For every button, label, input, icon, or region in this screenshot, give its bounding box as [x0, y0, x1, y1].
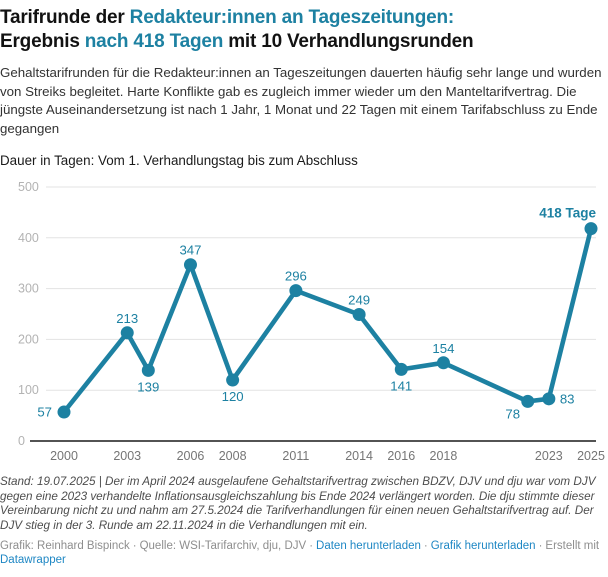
- x-tick-label: 2008: [218, 449, 247, 463]
- title-segment-highlight: nach 418 Tagen: [84, 31, 229, 52]
- data-point[interactable]: [353, 308, 366, 321]
- y-tick-label: 200: [18, 332, 39, 347]
- data-point[interactable]: [542, 392, 555, 405]
- title-segment: mit 10 Verhandlungsrunden: [228, 31, 474, 52]
- data-point[interactable]: [521, 395, 534, 408]
- axis-unit-note: Dauer in Tagen: Vom 1. Verhandlungstag bis zum Abschluss: [0, 153, 358, 168]
- data-point-label: 347: [179, 242, 202, 258]
- data-point[interactable]: [289, 284, 302, 297]
- data-point-label: 418 Tage: [539, 205, 596, 221]
- credit-separator: ·: [423, 540, 428, 552]
- chart-description: Gehaltstarifrunden für die Redakteur:innen an Tageszeitungen dauerten häufig sehr lange und wurden von Streiks begleitet. Harte Konflikte gab es zugleich immer wieder um den Manteltarifvertrag. Die jüngste Auseinandersetzung ist nach 1 Jahr, 1 Monat und 22 Tagen mit einem Tarifabschluss zu Ende gegangen: [0, 65, 602, 136]
- x-tick-label: 2018: [429, 449, 458, 463]
- credit-separator: ·: [132, 540, 137, 552]
- data-point-label: 249: [348, 292, 371, 308]
- x-tick-label: 2025: [577, 449, 605, 463]
- data-point-label: 213: [116, 310, 139, 326]
- credit-separator: ·: [309, 540, 314, 552]
- y-tick-label: 300: [18, 281, 39, 296]
- data-point[interactable]: [142, 364, 155, 377]
- data-point[interactable]: [184, 258, 197, 271]
- data-point-label: 78: [505, 406, 521, 422]
- credit-separator: ·: [538, 540, 543, 552]
- data-point[interactable]: [437, 356, 450, 369]
- x-tick-label: 2006: [176, 449, 205, 463]
- data-point-label: 83: [559, 391, 575, 407]
- data-point-label: 154: [432, 340, 455, 356]
- title-segment: Tarifrunde der: [0, 7, 130, 28]
- x-tick-label: 2014: [345, 449, 374, 463]
- data-point[interactable]: [226, 374, 239, 387]
- data-point[interactable]: [395, 363, 408, 376]
- data-point-label: 57: [37, 404, 52, 420]
- x-tick-label: 2016: [387, 449, 416, 463]
- data-point[interactable]: [121, 326, 134, 339]
- download-image-link[interactable]: Grafik herunterladen: [430, 540, 536, 552]
- credits-line: [0, 540, 608, 567]
- y-tick-label: 500: [18, 180, 39, 194]
- credit-source: Quelle: WSI-Tarifarchiv, dju, DJV: [139, 540, 307, 552]
- line-chart: [0, 177, 608, 469]
- data-point-label: 120: [221, 389, 244, 405]
- chart-canvas: [0, 177, 608, 469]
- title-segment-highlight: Redakteur:innen an Tageszeitungen:: [129, 7, 455, 28]
- datawrapper-link[interactable]: Datawrapper: [0, 553, 66, 566]
- data-point-label: 296: [284, 268, 307, 284]
- data-point-label: 141: [390, 378, 413, 394]
- y-tick-label: 400: [18, 230, 39, 245]
- status-note: Stand: 19.07.2025 | Der im April 2024 ausgelaufene Gehaltstarifvertrag zwischen BDZV, DJV und dju war vom DJV gegen eine 2023 verhandelte Inflationsausgleichszahlung bis Ende 2024 verlängert worden. Die dju stimmte dieser Vereinbarung nicht zu und nahm am 27.5.2024 die Tarifverhandlungen für einen neuen Gehaltstarifvertrag auf. Der DJV stieg in der 3. Runde am 22.11.2024 in die Verhandlungen mit ein.: [0, 475, 596, 532]
- x-tick-label: 2023: [534, 449, 563, 463]
- created-with-label: Erstellt mit: [545, 540, 600, 552]
- chart-title: [0, 6, 608, 54]
- credit-byline: Grafik: Reinhard Bispinck: [0, 540, 130, 552]
- x-tick-label: 2003: [113, 449, 142, 463]
- data-point[interactable]: [58, 406, 71, 419]
- y-tick-label: 0: [18, 434, 25, 448]
- x-tick-label: 2000: [50, 449, 78, 463]
- y-tick-label: 100: [18, 383, 39, 398]
- x-tick-label: 2011: [282, 449, 310, 463]
- title-segment: Ergebnis: [0, 31, 85, 52]
- download-data-link[interactable]: Daten herunterladen: [316, 540, 421, 552]
- data-point[interactable]: [585, 222, 598, 235]
- data-point-label: 139: [137, 379, 160, 395]
